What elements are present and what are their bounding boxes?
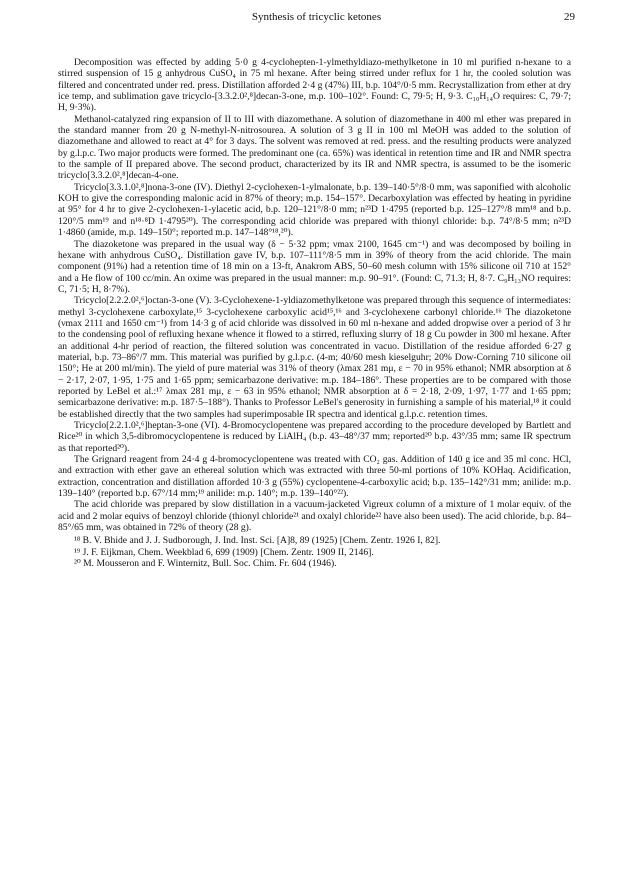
paragraph: The diazoketone was prepared in the usual way (δ − 5·32 ppm; νmax 2100, 1645 cm⁻¹) and was decomposed by boiling in hexane with anhydrous CuSO₄. Distillation gave IV, b.p. 107–111°/8·5 mm in 39% of theory from the acid chloride. The main component (91%) had a retention time of 18 min on a 13-ft, Anakrom ABS, 50–60 mesh column with 15% silicone oil 710 at 152° and a He flow of 100 cc/min. An oxime was prepared in the usual manner: m.p. 90–91°. (Found: C, 71.3; H, 8·7. C₉H₁₃NO requires: C, 71·5; H, 8·7%). (58, 238, 571, 295)
footnote: ¹⁹ J. F. Eijkman, Chem. Weekblad 6, 699 (1909) [Chem. Zentr. 1909 II, 2146]. (74, 546, 374, 558)
footnote: ¹⁸ B. V. Bhide and J. J. Sudborough, J. Ind. Inst. Sci. [A]8, 89 (1925) [Chem. Zentr. 1926 I, 82]. (74, 535, 441, 547)
footnote: ²⁰ M. Mousseron and F. Winternitz, Bull. Soc. Chim. Fr. 604 (1946). (74, 558, 337, 570)
paragraph: The Grignard reagent from 24·4 g 4-bromocyclopentene was treated with CO₂ gas. Addition of 140 g ice and 35 ml conc. HCl, and extraction with ether gave an ethereal solution which was extracted with three 50-ml portions of 10% KOHaq. Acidification, extraction, concentration and distillation afforded 10·3 g (55%) cyclopentene-4-carboxylic acid; b.p. 135–142°/31 mm; anilide: m.p. 139–140° (reported b.p. 67°/14 mm;¹⁹ anilide: m.p. 140°; m.p. 139–140°²²). (58, 454, 571, 500)
running-title: Synthesis of tricyclic ketones (251, 11, 382, 23)
paragraph: Tricyclo[3.3.1.0²,⁸]nona-3-one (IV). Diethyl 2-cyclohexen-1-ylmalonate, b.p. 139–140·5°/8·0 mm, was saponified with alcoholic KOH to give the corresponding malonic acid in 87% of theory; m.p. 154–157°. Decarboxylation was effected by heating in pyridine at 95° for 4 hr to give 2-cyclohexen-1-ylacetic acid, b.p. 120–121°/8·0 mm; n²³D 1·4795 (reported b.p. 125–127°/8 mm¹⁸ and b.p. 120°/5 mm¹⁹ and n¹⁸·⁸D 1·4795²⁰). The corresponding acid chloride was prepared with thionyl chloride: b.p. 74°/8·5 mm; n²³D 1·4860 (amide, m.p. 149–150°; reported m.p. 147–148°¹⁸,²⁰). (58, 181, 571, 239)
running-header (58, 10, 575, 30)
paragraph: The acid chloride was prepared by slow distillation in a vacuum-jacketed Vigreux column of a mixture of 1 molar equiv. of the acid and 2 molar equivs of benzoyl chloride (thionyl chloride²¹ and oxalyl chloride²² have also been used). The acid chloride, b.p. 84–85°/65 mm, was obtained in 72% of theory (28 g). (58, 499, 571, 534)
paragraph: Tricyclo[2.2.2.0²,⁶]octan-3-one (V). 3-Cyclohexene-1-yldiazomethylketone was prepared through this sequence of intermediates: methyl 3-cyclohexene carboxylate,¹⁵ 3-cyclohexene carboxylic acid¹⁵,¹⁶ and 3-cyclohexene carbonyl chloride.¹⁶ The diazoketone (νmax 2111 and 1650 cm⁻¹) from 14·3 g of acid chloride was dissolved in 60 ml n-hexane and added dropwise over a period of 3 hr to the condensing pool of refluxing hexane whence it flowed to a stirred, refluxing slurry of 18 g Cu powder in 300 ml hexane. After an additional 4-hr period of reaction, the filtered solution was concentrated in vacuo. Distillation of the residue afforded 6·27 g material, b.p. 73–86°/7 mm. This material was purified by g.l.p.c. (4-m; 40/60 mesh kieselguhr; 20% Dow-Corning 710 silicone oil 150°; He at 200 ml/min). The yield of pure material was 31% of theory (λmax 281 mμ, ε − 70 in 95% ethanol; NMR absorption at δ − 2·17, 2·07, 1·95, 1·75 and 1·65 ppm; semicarbazone derivative: m.p. 184–186°. These properties are to be compared with those reported by LeBel et al.:¹⁷ λmax 281 mμ, ε − 63 in 95% ethanol; NMR absorption at δ = 2·18, 2·09, 1·97, 1·77 and 1·65 ppm; semicarbazone derivative: m.p. 187·5–188°). Thanks to Professor LeBel's generosity in furnishing a sample of his material,¹⁸ it could be established directly that the two samples had superimposable IR spectra and identical g.l.p.c. retention times. (58, 295, 571, 420)
paragraph: Tricyclo[2.2.1.0²,⁶]heptan-3-one (VI). 4-Bromocyclopentene was prepared according to the procedure developed by Bartlett and Rice²⁰ in which 3,5-dibromocyclopentene is reduced by LiAlH₄ (b.p. 43–48°/37 mm; reported²⁰ b.p. 43°/35 mm; same IR spectrum as that reported²⁰). (58, 420, 571, 454)
body-text (58, 57, 571, 569)
paragraph: Methanol-catalyzed ring expansion of II to III with diazomethane. A solution of diazomethane in 400 ml ether was prepared in the standard manner from 20 g N-methyl-N-nitrosourea. A solution of 3 g II in 100 ml MeOH was added to the solution of diazomethane and allowed to react at 4° for 3 days. The solvent was removed at red. press. and the resulting products were analyzed by g.l.p.c. Two major products were formed. The predominant one (ca. 65%) was identical in retention time and IR and NMR spectra to the sample of II prepared above. The second product, characterized by its IR and NMR spectra, is assumed to be the isomeric tricyclo[3.3.2.0²,⁸]decan-4-one. (58, 113, 571, 182)
page-number: 29 (564, 11, 575, 23)
paragraph: Decomposition was effected by adding 5·0 g 4-cyclohepten-1-ylmethyldiazo-methylketone in 10 ml purified n-hexane to a stirred suspension of 15 g anhydrous CuSO₄ in 75 ml hexane. After being stirred under reflux for 1 hr, the cooled solution was filtered and concentrated under red. press. Distillation afforded 2·4 g (47%) III, b.p. 104°/0·5 mm. Recrystallization from ether at dry ice temp, and sublimation gave tricyclo-[3.3.2.0²,⁸]decan-3-one, m.p. 100–102°. Found: C, 79·5; H, 9·3. C₁₀H₁₄O requires: C, 79·7; H, 9·3%). (58, 57, 571, 114)
